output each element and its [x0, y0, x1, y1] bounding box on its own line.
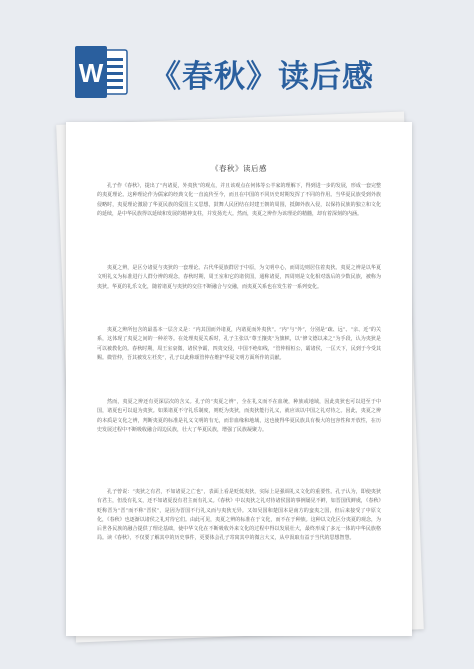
word-icon [73, 44, 129, 100]
paragraph-2: 夷夏之辨，是区分诸夏与夷狄的一套理论。古代华夏族群居于中原，为文明中心，而周边则居住着夷狄。夷夏之辨是以华夏文明礼义为标准进行人群分辨的观念，春秋时期，周王室和它的诸侯国，通称诸夏，四周则是文化相对落后的少数民族，被称为夷狄。华夏的礼乐文化，随着诸夏与夷狄的交往不断融合与交融，而夷夏关系也在发生着一系列变化。 [97, 265, 381, 290]
document-page [66, 122, 412, 636]
paragraph-1: 孔子作《春秋》，提出了“内诸夏，外夷狄”的观点，并且该观点在何体等公羊家的理解下，得到进一步的发展，形成一套完整的夷夏理论。这种理论作为儒家的经典文化一直流传至今，而且在中国的不同历史时期发挥了不同的作用。当华夏民族受到外族侵略时，夷夏理论激励了华夏民族的爱国主义思想，鼓舞人民团结在封建王朝的周围，抵御外族入侵，以保持民族的独立和文化的延续，是中华民族得以延续和发展的精神支柱，并发扬光大。然而，夷夏之辨作为该理论的精髓，却有着深刻的内涵。 [97, 183, 381, 217]
document-title: 《春秋》读后感 [211, 164, 267, 173]
paragraph-4: 然而，夷夏之辨还有更深层次的含义。孔子的“夷夏之辨”，全在礼义而不在血统，种族或地域，因此夷狄也可以进至于中国，诸夏也可以退为夷狄。如果诸夏不守礼乐制度，则贬为夷狄，而夷狄能行礼义，就应该以中国之礼对待之。因此，夷夏之辨的本质是文化之辨，判断夷夏的标准是礼义文明的有无，而非血缘和地域，这也使得华夏民族具有极大的包容性和开放性，在历史发展过程中不断吸收融合周边民族，壮大了华夏民族，增强了民族凝聚力。 [97, 399, 381, 433]
paragraph-3: 夷夏之辨所包含的最基本一层含义是：“内其国而外诸夏，内诸夏而外夷狄”。“内”与“外”，分别是“疏、远”、“亲、近”的关系，这体现了夷夏之间的一种差等。在处理夷夏关系时，孔子主张以“尊王攘夷”为旗帜，以“修文德以来之”为手段，认为夷狄是可以被教化的。春秋时期，周王室衰微，诸侯争霸，四夷交侵，中国不绝如线，“管仲相桓公，霸诸侯，一匡天下，民到于今受其赐。微管仲，吾其被发左衽矣”，孔子以此称颂管仲在维护华夏文明方面所作的贡献。 [97, 327, 381, 361]
word-logo-letter: W [78, 58, 104, 88]
paragraph-5: 孔子曾说：“夷狄之有君，不如诸夏之亡也”，表面上看是贬低夷狄，实际上是强调礼义文化的重要性。孔子认为，即使夷狄有君主，但没有礼义，还不如诸夏没有君主而有礼义。《春秋》中以夷狄之礼对待诸侯国的事例屡见不鲜，如晋国伐鲜虞，《春秋》贬称晋为“晋”而不称“晋侯”，是因为晋国不行礼义而与夷狄无异。又如吴国和楚国本是南方的蛮夷之国，但后来接受了中原文化，《春秋》也逐渐以诸侯之礼对待它们。由此可见，夷夏之辨的标准在于文化，而不在于种族。这种以文化区分夷夏的观念，为后世各民族的融合提供了理论基础，使中华文化在不断吸收外来文化的过程中得以发展壮大，最终形成了多元一体的中华民族格局。读《春秋》，不仅要了解其中的历史事件，更要体会孔子寄寓其中的微言大义，从中汲取有益于当代的思想智慧。 [97, 489, 381, 542]
banner-title: 《春秋》读后感 [150, 59, 374, 95]
